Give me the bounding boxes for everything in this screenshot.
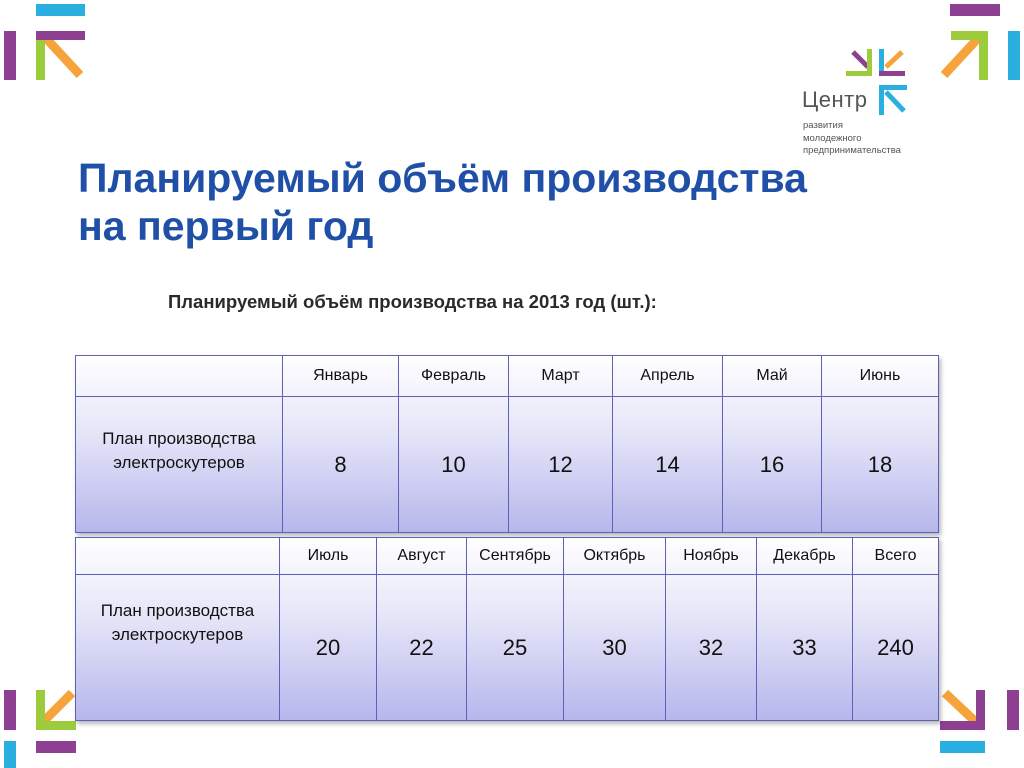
month-header-cell: Май — [723, 356, 822, 397]
table-corner-cell — [76, 356, 283, 397]
value-cell: 14 — [613, 397, 723, 533]
value-cell: 25 — [467, 575, 564, 721]
row-label-cell — [76, 397, 283, 533]
value-cell: 32 — [666, 575, 757, 721]
value-cell: 33 — [757, 575, 853, 721]
slide-title-line: на первый год — [78, 203, 374, 249]
value-cell: 10 — [399, 397, 509, 533]
value-cell: 16 — [723, 397, 822, 533]
center-logo — [800, 45, 930, 160]
month-header-cell: Декабрь — [757, 538, 853, 575]
row-label-line: План производства — [100, 601, 255, 620]
table-header-row — [76, 356, 939, 397]
corner-decor-top-left — [0, 0, 95, 90]
table-corner-cell — [76, 538, 280, 575]
value-cell: 8 — [283, 397, 399, 533]
value-cell: 18 — [822, 397, 939, 533]
month-header-cell: Ноябрь — [666, 538, 757, 575]
total-value-cell: 240 — [853, 575, 939, 721]
logo-subtitle-line: развития — [803, 120, 843, 131]
slide-title — [78, 154, 807, 250]
total-header-cell: Всего — [853, 538, 939, 575]
corner-decor-top-right — [935, 0, 1024, 90]
value-cell: 22 — [377, 575, 467, 721]
month-header-cell: Апрель — [613, 356, 723, 397]
month-header-cell: Январь — [283, 356, 399, 397]
value-cell: 30 — [564, 575, 666, 721]
month-header-cell: Март — [509, 356, 613, 397]
month-header-cell: Август — [377, 538, 467, 575]
month-header-cell: Октябрь — [564, 538, 666, 575]
table-caption: Планируемый объём производства на 2013 год (шт.): — [168, 291, 657, 312]
month-header-cell: Февраль — [399, 356, 509, 397]
production-table-jul-dec — [75, 537, 939, 721]
value-cell: 20 — [280, 575, 377, 721]
row-label-line: План производства — [102, 429, 256, 448]
production-table-jan-jun — [75, 355, 939, 533]
logo-subtitle-line: предпринимательства — [803, 145, 901, 156]
month-header-cell: Июнь — [822, 356, 939, 397]
table-row — [76, 397, 939, 533]
corner-decor-bottom-right — [935, 685, 1024, 768]
month-header-cell: Сентябрь — [467, 538, 564, 575]
table-header-row — [76, 538, 939, 575]
table-row — [76, 575, 939, 721]
row-label-line: электроскутеров — [113, 453, 245, 472]
row-label-cell — [76, 575, 280, 721]
value-cell: 12 — [509, 397, 613, 533]
logo-title: Центр — [802, 87, 868, 112]
month-header-cell: Июль — [280, 538, 377, 575]
row-label-line: электроскутеров — [111, 625, 244, 644]
logo-subtitle — [803, 120, 901, 158]
logo-subtitle-line: молодежного — [803, 132, 862, 144]
slide-title-line: Планируемый объём производства — [78, 155, 807, 201]
